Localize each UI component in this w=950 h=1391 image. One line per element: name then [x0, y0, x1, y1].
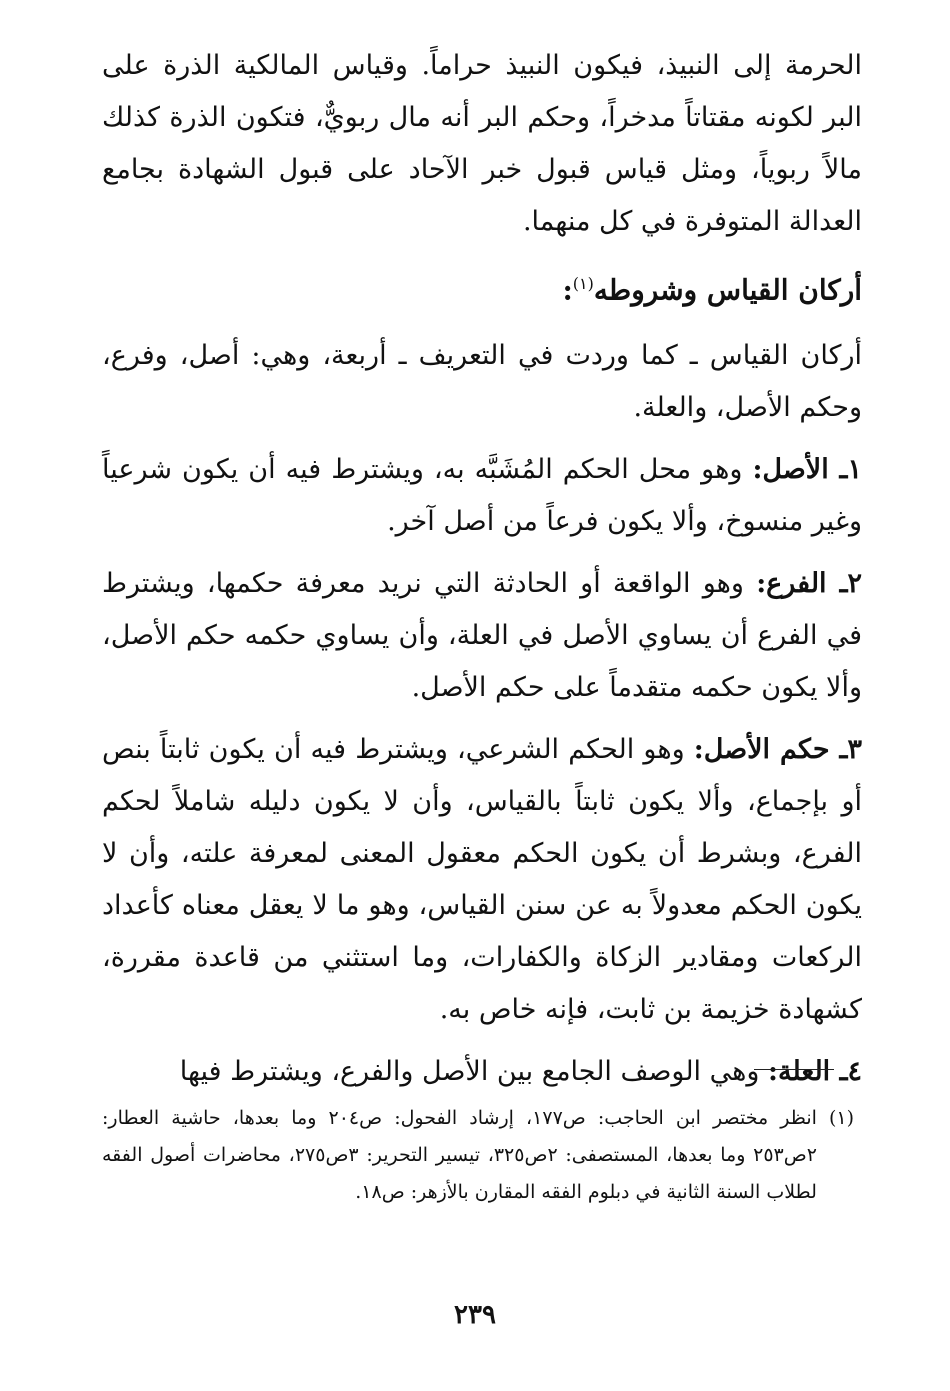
- item-1-term: ١ـ الأصل:: [752, 454, 862, 486]
- heading-colon: :: [562, 273, 573, 307]
- footnote-divider: [754, 1069, 834, 1070]
- section-heading: [102, 258, 862, 316]
- page-number: ٢٣٩: [454, 1300, 496, 1330]
- item-2-paragraph: [102, 558, 862, 714]
- footnote-text: انظر مختصر ابن الحاجب: ص١٧٧، إرشاد الفحول: ص٢٠٤ وما بعدها، حاشية العطار: ٢ص٢٥٣ وما بعدها، المستصفى: ٢ص٣٢٥، تيسير التحرير: ٣ص٢٧٥، محاضرات أصول الفقه لطلاب السنة الثانية في دبلوم الفقه المقارن بالأزهر: ص١٨.: [102, 1107, 817, 1203]
- item-2-term: ٢ـ الفرع:: [756, 568, 863, 600]
- item-4-paragraph: [102, 1046, 862, 1098]
- main-text: [102, 40, 862, 1098]
- footnote: [102, 1100, 854, 1211]
- heading-text: أركان القياس وشروطه: [593, 273, 862, 307]
- item-2-text: وهو الواقعة أو الحادثة التي نريد معرفة حكمها، ويشترط في الفرع أن يساوي الأصل في العلة، وأن يساوي حكمه حكم الأصل، وألا يكون حكمه متقدماً على حكم الأصل.: [102, 568, 862, 704]
- heading-footnote-ref: (١): [572, 274, 594, 293]
- item-3-text: وهو الحكم الشرعي، ويشترط فيه أن يكون ثابتاً بنص أو بإجماع، وألا يكون ثابتاً بالقياس، وأن لا يكون دليله شاملاً لحكم الفرع، وبشرط أن يكون الحكم معقول المعنى لمعرفة علته، وأن لا يكون الحكم معدولاً به عن سنن القياس، وهو ما لا يعقل معناه كأعداد الركعات ومقادير الزكاة والكفارات، وما استثني من قاعدة مقررة، كشهادة خزيمة بن ثابت، فإنه خاص به.: [102, 734, 862, 1026]
- item-4-term: ٤ـ العلة:: [768, 1056, 862, 1088]
- intro-paragraph: الحرمة إلى النبيذ، فيكون النبيذ حراماً. وقياس المالكية الذرة على البر لكونه مقتاتاً مدخراً، وحكم البر أنه مال ربويٌّ، فتكون الذرة كذلك مالاً ربوياً، ومثل قياس قبول خبر الآحاد على قبول الشهادة بجامع العدالة المتوفرة في كل منهما.: [102, 50, 862, 237]
- item-3-term: ٣ـ حكم الأصل:: [693, 734, 862, 766]
- item-3-paragraph: [102, 724, 862, 1036]
- pillars-intro-paragraph: أركان القياس ـ كما وردت في التعريف ـ أربعة، وهي: أصل، وفرع، وحكم الأصل، والعلة.: [102, 340, 862, 424]
- item-1-paragraph: [102, 444, 862, 548]
- footnote-marker: (١): [828, 1107, 854, 1129]
- item-1-text: وهو محل الحكم المُشَبَّه به، ويشترط فيه أن يكون شرعياً وغير منسوخ، وألا يكون فرعاً من أصل آخر.: [102, 454, 862, 538]
- item-4-text: وهي الوصف الجامع بين الأصل والفرع، ويشترط فيها: [179, 1056, 760, 1088]
